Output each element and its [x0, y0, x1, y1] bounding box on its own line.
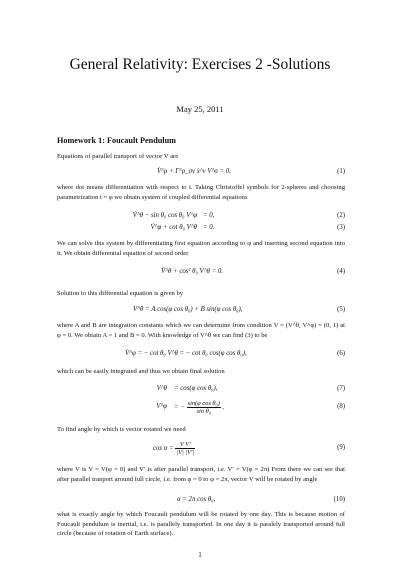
- equation-number: (7): [337, 385, 345, 392]
- fraction: [175, 441, 195, 456]
- equation-rhs: = 0.: [203, 224, 215, 231]
- equation-lhs: V̇^θ − sin θ₀ cos θ₀ V^φ: [132, 212, 197, 219]
- equation-body: V^θ = A cos(φ cos θ₀) + B sin(φ cos θ₀),: [133, 306, 243, 313]
- paragraph-christoffel: where dot means differentiation with respect to t. Taking Christoffel symbols for 2-spheres and choosing parametrization t = φ we obtain system of coupled differential equations: [57, 184, 345, 201]
- equation-number: (2): [337, 212, 345, 219]
- fraction: [187, 400, 221, 415]
- equation-10: [57, 496, 345, 508]
- equation-lhs: V^φ: [156, 403, 167, 410]
- paragraph-constants: where A and B are integration constants which we can determine from condition V = (V^θ, V^φ) = (0, 1) at φ = 0. We obtain A = 1 and B = 0. With knowledge of V^θ we can find (3) to be: [57, 322, 345, 339]
- equation-number: (4): [337, 268, 345, 275]
- equation-lhs: V^θ: [156, 385, 167, 392]
- equation-number: (10): [333, 496, 345, 503]
- equation-number: (8): [337, 403, 345, 410]
- section-heading: Homework 1: Foucault Pendulum: [57, 136, 176, 145]
- equation-rhs-prefix: = −: [174, 404, 185, 412]
- fraction-denominator: |V| |V′|: [176, 449, 195, 456]
- page-number: 1: [198, 551, 202, 559]
- equation-number: (3): [337, 224, 345, 231]
- equation-number: (9): [337, 444, 345, 451]
- equation-7: [57, 385, 345, 397]
- equation-body: V̇^ρ + Γ^ρ_σν ẋ^ν V^σ = 0,: [157, 168, 231, 175]
- equation-body: V̈^θ + cos² θ₀ V^θ = 0.: [161, 268, 223, 275]
- document-date: May 25, 2011: [176, 104, 224, 114]
- paragraph-angle: To find angle by which is vector rotated we need: [57, 426, 186, 433]
- fraction-numerator: sin(φ cos θ₀): [187, 400, 220, 407]
- paragraph-solution: Solution to this differential equation is given by: [57, 290, 184, 297]
- equation-rhs-suffix: .: [222, 404, 225, 412]
- equation-body: [153, 441, 195, 456]
- equation-body: α = 2π cos θ₀,: [177, 496, 216, 503]
- fraction-denominator: sin θ₀: [196, 408, 211, 415]
- equation-6: [57, 350, 345, 362]
- equation-lhs: V̇^φ + cot θ₀ V^θ: [150, 224, 197, 231]
- equation-rhs: = 0,: [203, 212, 215, 219]
- paragraph-second-order: We can solve this system by differentiating first equation according to φ and inserting second equation into it. We obtain differential equation of second order: [57, 240, 345, 257]
- equation-4: [57, 268, 345, 280]
- equation-body: V̇^φ = − cot θ₀ V^θ = − cot θ₀ cos(φ cos θ₀),: [125, 350, 247, 357]
- equation-number: (6): [337, 350, 345, 357]
- equation-5: [57, 306, 345, 318]
- equation-8: [57, 400, 345, 416]
- equation-number: (5): [337, 306, 345, 313]
- equation-9: [57, 441, 345, 459]
- equation-rhs: [174, 400, 224, 415]
- equation-1: [57, 168, 345, 180]
- document-title: General Relativity: Exercises 2 -Solutions: [69, 56, 331, 73]
- equation-3: [57, 224, 345, 236]
- paragraph-integrated: which can be easily integrated and thus we obtain final solution: [57, 368, 225, 375]
- fraction-numerator: V V′: [175, 441, 195, 449]
- equation-2: [57, 212, 345, 224]
- paragraph-rotation: where V is V = V(φ = 0) and V′ is after parallel transport, i.e. V′ = V(φ = 2π) From there we can see that after parallel tranport around full circle, i.e. from φ = 0 to φ = 2π, vector V will be rotated by angle: [57, 466, 345, 483]
- equation-lhs: cos α =: [153, 445, 174, 453]
- paragraph-intro: Equations of parallel transport of vector V are: [57, 153, 179, 160]
- equation-rhs: = cos(φ cos θ₀),: [174, 385, 218, 392]
- equation-number: (1): [337, 168, 345, 175]
- paragraph-conclusion: what is exactly angle by which Foucault pendulum will be rotated by one day. This is because motion of Foucault pendulum is inertial, i.e. is parallely transported. In one day it is paralely transported around full circle (because of rotation of Earth surface).: [57, 511, 345, 538]
